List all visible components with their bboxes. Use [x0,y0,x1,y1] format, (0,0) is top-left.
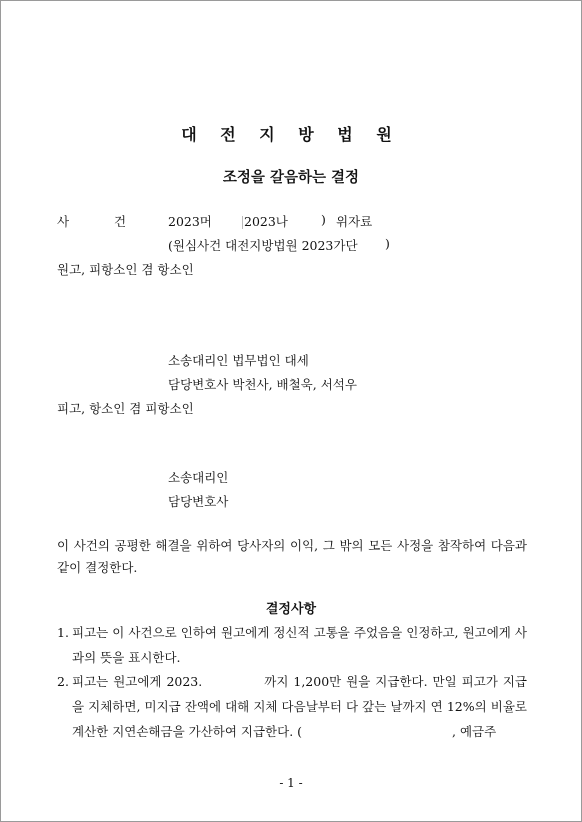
case-number-2 [242,212,288,230]
case-close-paren: ) [321,212,326,227]
plaintiff-role: 원고, 피항소인 겸 항소인 [57,262,194,277]
item-text [72,669,527,744]
case-subject: 위자료 [336,214,373,229]
item-number: 2. [57,674,69,689]
court-name: 대 전 지 방 법 원 [181,125,401,144]
case-label-sa: 사 [57,214,70,229]
original-case: (원심사건 대전지방법원 2023가단 [168,238,358,253]
item-text: 피고는 이 사건으로 인하여 원고에게 정신적 고통을 주었음을 인정하고, 원고에게 사과의 뜻을 표시한다. [72,625,527,665]
item-text-b: 까지 1,200만 원을 지급한다. 만일 피고가 지급을 지체하면, 미지급 잔액에 대해 지체 다음날부터 다 갚는 날까지 연 12%의 비율로 계산한 지연손해금을 가산하여 지급한다. ( [72,674,527,739]
item-text-c: , 예금주 [452,724,497,739]
case-label-geon: 건 [114,214,127,229]
item-number: 1. [57,625,69,640]
intro-paragraph: 이 사건의 공평한 해결을 위하여 당사자의 이익, 그 밖의 모든 사정을 참작하여 다음과 같이 결정한다. [57,538,527,575]
case-number-2-text: 2023나 [244,214,288,229]
document-title: 조정을 갈음하는 결정 [222,170,360,186]
plaintiff-lawyers: 담당변호사 박천사, 배철욱, 서석우 [168,377,357,392]
decision-item-2 [57,669,527,744]
defendant-role: 피고, 항소인 겸 피항소인 [57,401,194,416]
case-number-1: 2023머 [168,214,212,229]
decision-item-1 [57,620,527,670]
defendant-lawyers: 담당변호사 [168,494,229,509]
plaintiff-agent: 소송대리인 법무법인 대세 [168,353,309,368]
page-number: - 1 - [279,776,303,790]
original-case-close: ) [385,236,390,251]
defendant-agent: 소송대리인 [168,470,229,485]
decision-heading: 결정사항 [265,602,317,617]
bracket-mark [242,216,243,229]
item-text-a: 피고는 원고에게 2023. [72,674,203,689]
